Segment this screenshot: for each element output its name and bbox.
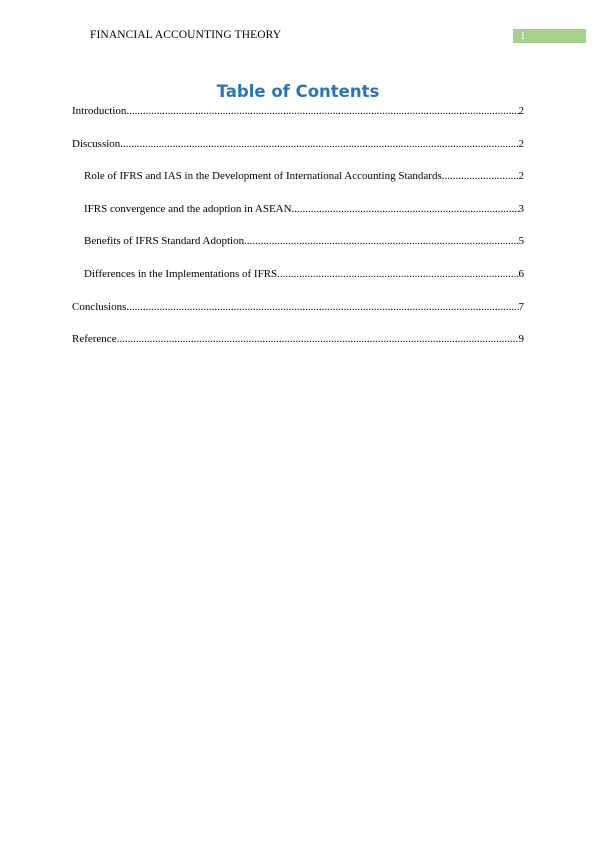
toc-entry-text: Introduction xyxy=(72,105,127,117)
toc-entry-text: Role of IFRS and IAS in the Development of International Accounting Standards xyxy=(84,170,442,183)
toc-entry-ifrs-convergence xyxy=(72,202,524,235)
toc-dot-leader xyxy=(277,267,518,281)
toc-dot-leader xyxy=(442,169,519,183)
toc-entry-page: 2 xyxy=(518,137,524,150)
toc-link-reference[interactable] xyxy=(72,332,524,346)
table-of-contents xyxy=(72,104,524,365)
toc-entry-page: 9 xyxy=(518,333,524,346)
toc-entry-reference xyxy=(72,332,524,365)
toc-link-differences[interactable] xyxy=(72,267,524,281)
toc-link-conclusions[interactable] xyxy=(72,300,524,314)
toc-entry-text: IFRS convergence and the adoption in ASEAN xyxy=(84,202,292,215)
toc-dot-leader xyxy=(126,104,518,118)
toc-link-ifrs-convergence[interactable] xyxy=(72,202,524,216)
toc-entry-page: 6 xyxy=(518,267,524,280)
page-number-badge xyxy=(513,29,586,43)
toc-entry-page: 3 xyxy=(518,202,524,215)
toc-entry-page: 5 xyxy=(518,235,524,248)
toc-entry-text: Conclusions xyxy=(72,300,127,313)
toc-entry-discussion xyxy=(72,137,524,170)
toc-dot-leader xyxy=(120,137,518,151)
toc-entry-benefits xyxy=(72,234,524,267)
toc-entry-page: 2 xyxy=(518,105,524,117)
page-number: 1 xyxy=(520,30,526,42)
toc-link-introduction[interactable] xyxy=(72,104,524,118)
toc-entry-role-of-ifrs xyxy=(72,169,524,202)
toc-entry-text: Reference xyxy=(72,333,117,346)
toc-dot-leader xyxy=(244,234,518,248)
toc-entry-text: Differences in the Implementations of IFRS xyxy=(84,267,278,280)
toc-dot-leader xyxy=(292,202,519,216)
toc-entry-text: Discussion xyxy=(72,137,121,150)
toc-dot-leader xyxy=(126,300,518,314)
toc-entry-page: 7 xyxy=(518,300,524,313)
toc-link-discussion[interactable] xyxy=(72,137,524,151)
toc-dot-leader xyxy=(117,332,519,346)
toc-entry-differences xyxy=(72,267,524,300)
toc-entry-conclusions xyxy=(72,300,524,333)
toc-entry-page: 2 xyxy=(518,170,524,183)
toc-link-role-of-ifrs[interactable] xyxy=(72,169,524,183)
toc-entry-introduction xyxy=(72,104,524,137)
running-header: FINANCIAL ACCOUNTING THEORY xyxy=(90,29,282,41)
toc-link-benefits[interactable] xyxy=(72,234,524,248)
toc-title: Table of Contents xyxy=(216,82,380,101)
toc-entry-text: Benefits of IFRS Standard Adoption xyxy=(84,235,245,248)
